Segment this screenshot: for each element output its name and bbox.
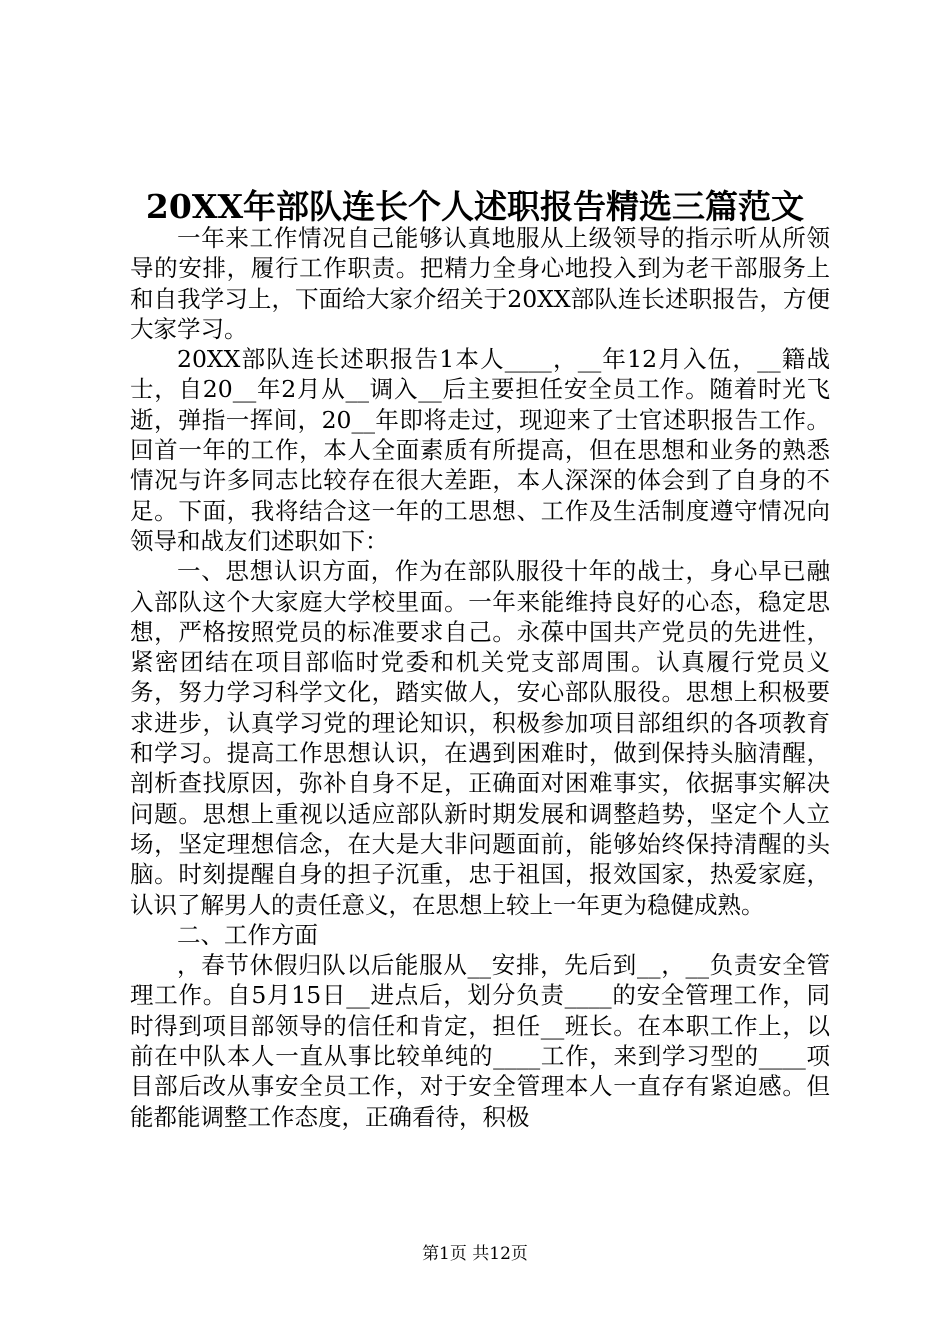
- section-thinking-paragraph: 一、思想认识方面，作为在部队服役十年的战士，身心早已融入部队这个大家庭大学校里面。一年来能维持良好的心态，稳定思想，严格按照党员的标准要求自己。永葆中国共产党员的先进性，紧密团结在项目部临时党委和机关党支部周围。认真履行党员义务，努力学习科学文化，踏实做人，安心部队服役。思想上积极要求进步，认真学习党的理论知识，积极参加项目部组织的各项教育和学习。提高工作思想认识，在遇到困难时，做到保持头脑清醒，剖析查找原因，弥补自身不足，正确面对困难事实，依据事实解决问题。思想上重视以适应部队新时期发展和调整趋势，坚定个人立场，坚定理想信念，在大是大非问题面前，能够始终保持清醒的头脑。时刻提醒自身的担子沉重，忠于祖国，报效国家，热爱家庭，认识了解男人的责任意义，在思想上较上一年更为稳健成熟。: [130, 557, 830, 919]
- section-work-heading: 二、工作方面: [177, 920, 318, 949]
- report-paragraph-1: 20XX部队连长述职报告1本人____，__年12月入伍，__籍战士，自20__年2月从__调入__后主要担任安全员工作。随着时光飞逝，弹指一挥间，20__年即将走过，现迎来了士官述职报告工作。回首一年的工作，本人全面素质有所提高，但在思想和业务的熟悉情况与许多同志比较存在很大差距，本人深深的体会到了自身的不足。下面，我将结合这一年的工思想、工作及生活制度遵守情况向领导和战友们述职如下：: [130, 345, 830, 555]
- page-number-footer: 第1页 共12页: [422, 1244, 528, 1264]
- section-work-paragraph: ，春节休假归队以后能服从__安排，先后到__，__负责安全管理工作。自5月15日__进点后，划分负责____的安全管理工作，同时得到项目部领导的信任和肯定，担任__班长。在本职工作上，以前在中队本人一直从事比较单纯的____工作，来到学习型的____项目部后改从事安全员工作，对于安全管理本人一直存有紧迫感。但能都能调整工作态度，正确看待，积极: [130, 951, 830, 1131]
- document-body: [130, 223, 830, 1132]
- document-title: 20XX年部队连长个人述职报告精选三篇范文: [145, 187, 805, 226]
- intro-paragraph: 一年来工作情况自己能够认真地服从上级领导的指示听从所领导的安排，履行工作职责。把精力全身心地投入到为老干部服务上和自我学习上，下面给大家介绍关于20XX部队连长述职报告，方便大家学习。: [130, 224, 830, 343]
